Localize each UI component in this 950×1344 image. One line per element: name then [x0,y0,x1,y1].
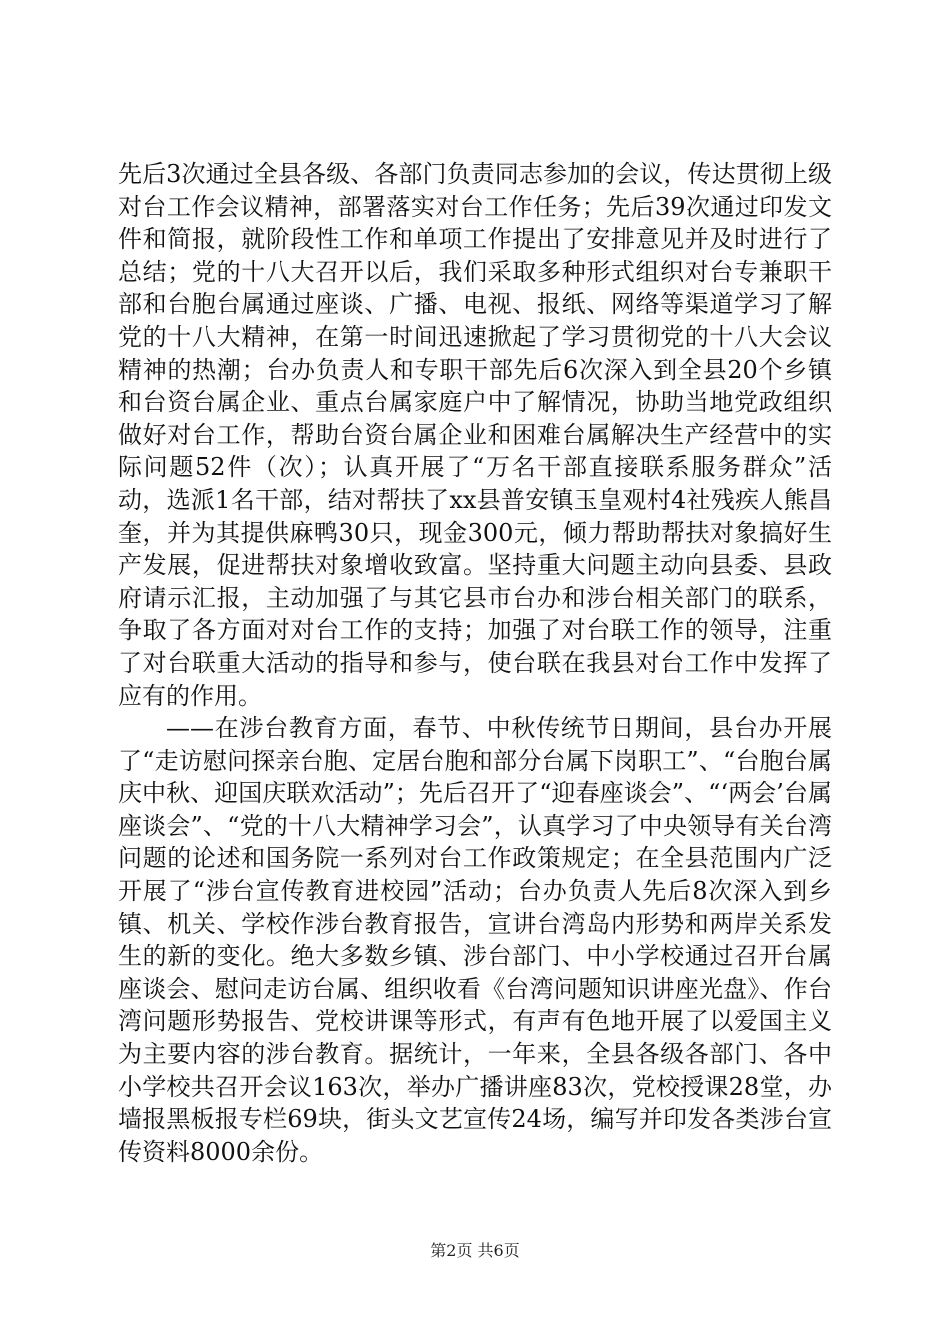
document-body [118,158,832,1168]
paragraph-education: ——在涉台教育方面，春节、中秋传统节日期间，县台办开展了“走访慰问探亲台胞、定居台胞和部分台属下岗职工”、“台胞台属庆中秋、迎国庆联欢活动”；先后召开了“迎春座谈会”、“‘两会’台属座谈会”、“党的十八大精神学习会”，认真学习了中央领导有关台湾问题的论述和国务院一系列对台工作政策规定；在全县范围内广泛开展了“涉台宣传教育进校园”活动；台办负责人先后8次深入到乡镇、机关、学校作涉台教育报告，宣讲台湾岛内形势和两岸关系发生的新的变化。绝大多数乡镇、涉台部门、中小学校通过召开台属座谈会、慰问走访台属、组织收看《台湾问题知识讲座光盘》、作台湾问题形势报告、党校讲课等形式，有声有色地开展了以爱国主义为主要内容的涉台教育。据统计，一年来，全县各级各部门、各中小学校共召开会议163次，举办广播讲座83次，党校授课28堂，办墙报黑板报专栏69块，街头文艺宣传24场，编写并印发各类涉台宣传资料8000余份。 [118,714,832,1166]
page-number-footer: 第2页 共6页 [430,1241,520,1260]
paragraph-work-summary: 先后3次通过全县各级、各部门负责同志参加的会议，传达贯彻上级对台工作会议精神，部署落实对台工作任务；先后39次通过印发文件和简报，就阶段性工作和单项工作提出了安排意见并及时进行了总结；党的十八大召开以后，我们采取多种形式组织对台专兼职干部和台胞台属通过座谈、广播、电视、报纸、网络等渠道学习了解党的十八大精神，在第一时间迅速掀起了学习贯彻党的十八大会议精神的热潮；台办负责人和专职干部先后6次深入到全县20个乡镇和台资台属企业、重点台属家庭户中了解情况，协助当地党政组织做好对台工作，帮助台资台属企业和困难台属解决生产经营中的实际问题52件（次）；认真开展了“万名干部直接联系服务群众”活动，选派1名干部，结对帮扶了xx县普安镇玉皇观村4社残疾人熊昌奎，并为其提供麻鸭30只，现金300元，倾力帮助帮扶对象搞好生产发展，促进帮扶对象增收致富。坚持重大问题主动向县委、县政府请示汇报，主动加强了与其它县市台办和涉台相关部门的联系，争取了各方面对对台工作的支持；加强了对台联工作的领导，注重了对台联重大活动的指导和参与，使台联在我县对台工作中发挥了应有的作用。 [118,160,832,710]
